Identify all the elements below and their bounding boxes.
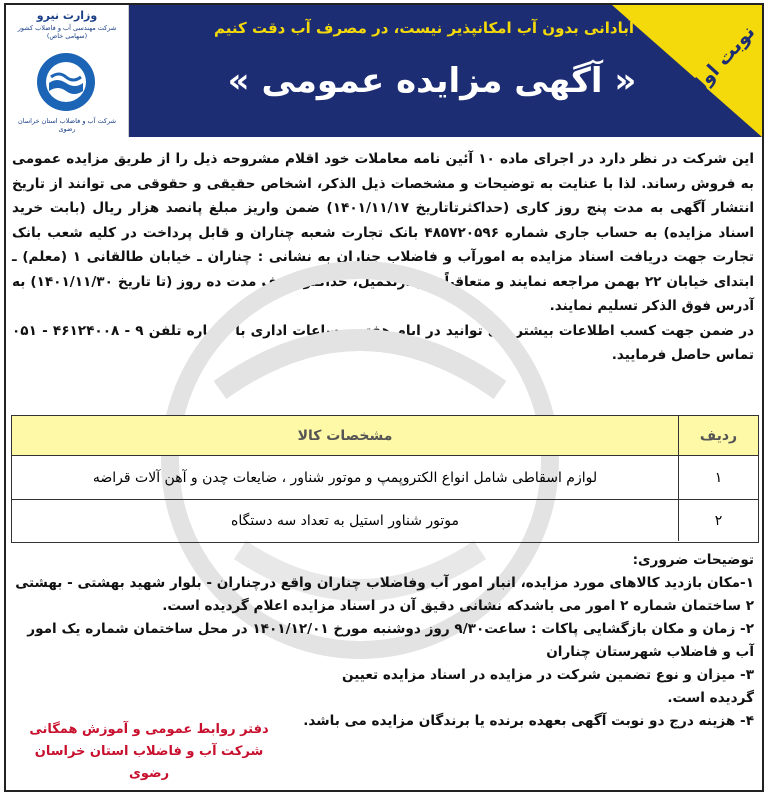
intro-paragraph-1: این شرکت در نظر دارد در اجرای ماده ۱۰ آئین نامه معاملات خود اقلام مشروحه ذیل را از طریق مزایده عمومی به فروش رساند. لذا با عنایت به توضیحات و مشخصات ذیل الذکر، اشخاص حقیقی و حقوقی می توانند از تاریخ انتشار آگهی به مدت پنج روز کاری (حداکثرتاتاریخ ۱۴۰۱/۱۱/۱۷) ضمن واریز مبلغ پانصد هزار ریال (بابت خرید اسناد مزایده) به حساب جاری شماره ۴۸۵۷۲۰۵۹۶ بانک تجارت شعبه چناران و قابل پرداخت در کلیه شعب بانک تجارت جهت دریافت اسناد مزایده به امورآب و فاضلاب چناران به نشانی : چناران ـ خیابان طالقانی ۱ (معلم) ـ ابتدای خیابان ۲۲ بهمن مراجعه نمایند و متعاقباً پس ازتکمیل، حداکثر ظرف مدت ده روز (تا تاریخ ۱۴۰۱/۱۱/۳۰) به آدرس فوق الذکر تسلیم نمایند.	[12, 151, 755, 314]
footer-department: دفتر روابط عمومی و آموزش همگانی	[29, 722, 269, 737]
note-item: ۲- زمان و مکان بازگشایی پاکات : ساعت۹/۳۰ روز دوشنبه مورخ ۱۴۰۱/۱۲/۰۱ در محل ساختمان شماره یک امور آب و فاضلاب شهرستان چناران	[27, 621, 754, 660]
table-header-row	[12, 416, 758, 456]
header-item-spec: مشخصات کالا	[297, 427, 393, 444]
note-item: ۴- هزینه درج دو نوبت آگهی بعهده برنده یا برندگان مزایده می باشد.	[303, 713, 754, 729]
table-row	[12, 500, 758, 541]
logo-box	[6, 5, 129, 137]
water-company-logo	[37, 53, 95, 111]
ministry-name: وزارت نیرو	[36, 9, 98, 22]
regional-company-name: شرکت آب و فاضلاب استان خراسان رضوی	[17, 117, 117, 133]
company-name: شرکت مهندسی آب و فاضلاب کشور (سهامی خاص)	[17, 24, 117, 40]
first-round-badge: نوبت اول	[684, 21, 760, 101]
page-title: « آگهی مزایده عمومی »	[227, 61, 637, 101]
note-item: ۳- میزان و نوع تضمین شرکت در مزایده در اسناد مزایده تعیین گردیده است.	[342, 667, 754, 706]
items-table	[11, 415, 759, 543]
notes-heading: توضیحات ضروری:	[632, 552, 754, 568]
table-row	[12, 456, 758, 500]
notes-section	[12, 549, 754, 733]
banner	[129, 5, 762, 137]
row-number: ۲	[678, 500, 758, 541]
header-row-number: ردیف	[678, 416, 758, 455]
footer-signature	[22, 719, 276, 785]
intro-text	[12, 147, 754, 368]
row-number: ۱	[678, 456, 758, 499]
water-drop-icon	[37, 53, 95, 111]
slogan: آبادانی بدون آب امکانپذیر نیست، در مصرف آب دقت کنیم	[214, 19, 634, 37]
item-spec: موتور شناور استیل به تعداد سه دستگاه	[230, 512, 460, 529]
note-item: ۱-مکان بازدید کالاهای مورد مزایده، انبار امور آب وفاضلاب چناران واقع درچناران - بلوار شهید بهشتی - بهشتی ۲ ساختمان شماره ۲ امور می باشدکه نشانی دقیق آن در اسناد مزایده اعلام گردیده است.	[15, 575, 754, 614]
item-spec: لوازم اسقاطی شامل انواع الکتروپمپ و موتور شناور ، ضایعات چدن و آهن آلات قراضه	[92, 469, 598, 486]
header	[6, 5, 762, 137]
intro-paragraph-2: در ضمن جهت کسب اطلاعات بیشتر می توانید در ایام هفته و ساعات اداری با شماره تلفن ۹ - ۴۶۱۲۴۰۰۸ - ۰۵۱ تماس حاصل فرمایید.	[12, 322, 754, 363]
footer-company: شرکت آب و فاضلاب استان خراسان رضوی	[34, 744, 264, 781]
